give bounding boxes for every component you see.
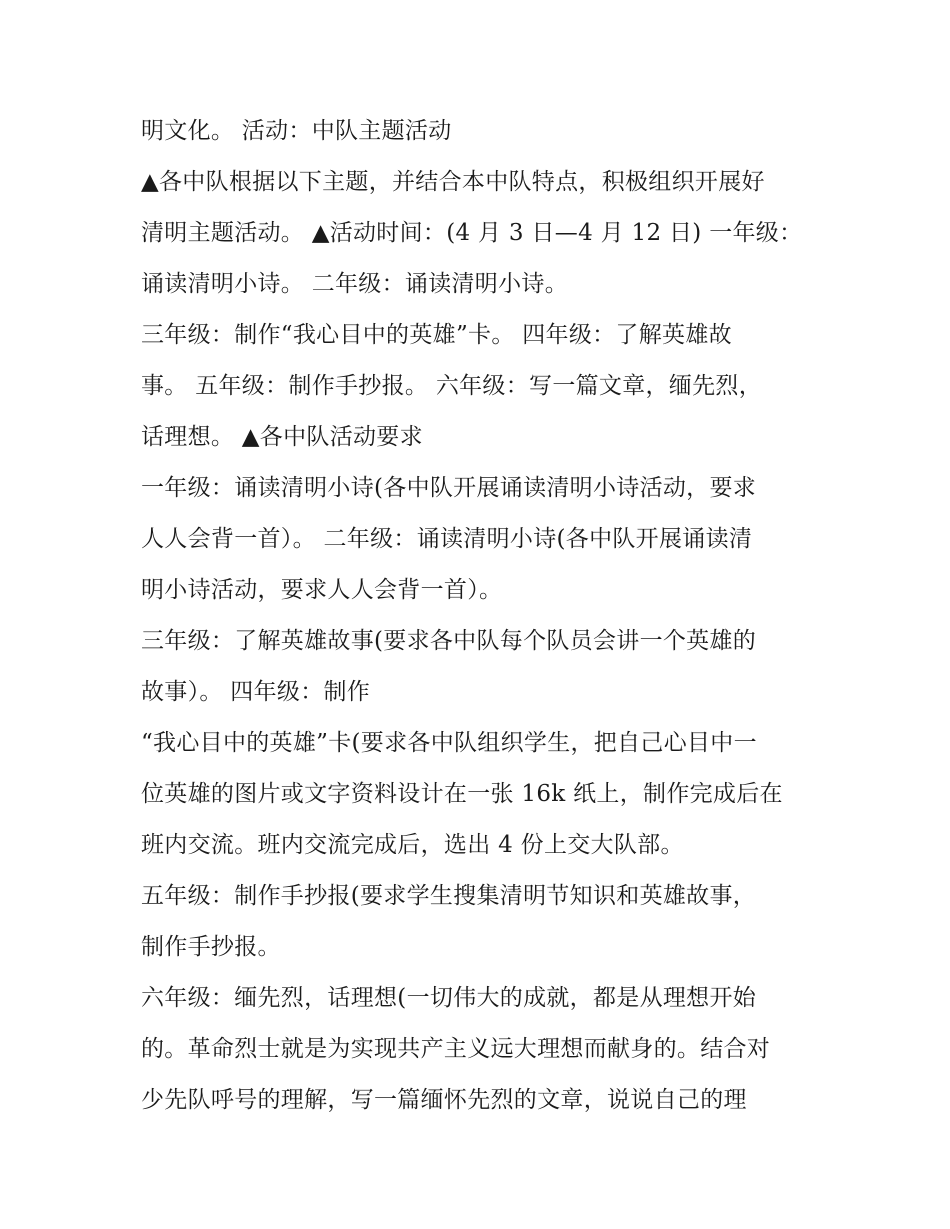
text-line: 诵读清明小诗。 二年级：诵读清明小诗。 <box>141 271 569 297</box>
text-line: 故事）。 四年级：制作 <box>141 679 371 705</box>
text-line: 五年级：制作手抄报(要求学生搜集清明节知识和英雄故事， <box>141 883 757 909</box>
text-line: 六年级：缅先烈，话理想(一切伟大的成就，都是从理想开始 <box>141 985 757 1011</box>
text-line: 三年级：了解英雄故事(要求各中队每个队员会讲一个英雄的 <box>141 628 757 654</box>
text-line: 人人会背一首）。 二年级：诵读清明小诗(各中队开展诵读清 <box>141 526 753 552</box>
text-line: 少先队呼号的理解，写一篇缅怀先烈的文章，说说自己的理 <box>141 1087 747 1113</box>
text-line: 一年级：诵读清明小诗(各中队开展诵读清明小诗活动，要求 <box>141 475 757 501</box>
text-line: 清明主题活动。 ▲活动时间：(4 月 3 日—4 月 12 日) 一年级： <box>141 220 803 246</box>
text-line: 班内交流。班内交流完成后，选出 4 份上交大队部。 <box>141 832 684 858</box>
text-line: 明小诗活动，要求人人会背一首）。 <box>141 577 503 603</box>
text-line: 位英雄的图片或文字资料设计在一张 16k 纸上，制作完成后在 <box>141 781 783 807</box>
text-line: 话理想。 ▲各中队活动要求 <box>141 424 423 450</box>
text-line: “我心目中的英雄”卡(要求各中队组织学生，把自己心目中一 <box>141 730 757 756</box>
text-line: 的。革命烈士就是为实现共产主义远大理想而献身的。结合对 <box>141 1036 771 1062</box>
text-line: 事。 五年级：制作手抄报。 六年级：写一篇文章，缅先烈， <box>141 373 763 399</box>
document-body <box>141 106 821 1126</box>
text-line: 明文化。 活动：中队主题活动 <box>141 118 452 144</box>
text-line: 三年级：制作“我心目中的英雄”卡。 四年级：了解英雄故 <box>141 322 732 348</box>
text-line: ▲各中队根据以下主题，并结合本中队特点，积极组织开展好 <box>141 169 765 195</box>
text-line: 制作手抄报。 <box>141 934 281 960</box>
